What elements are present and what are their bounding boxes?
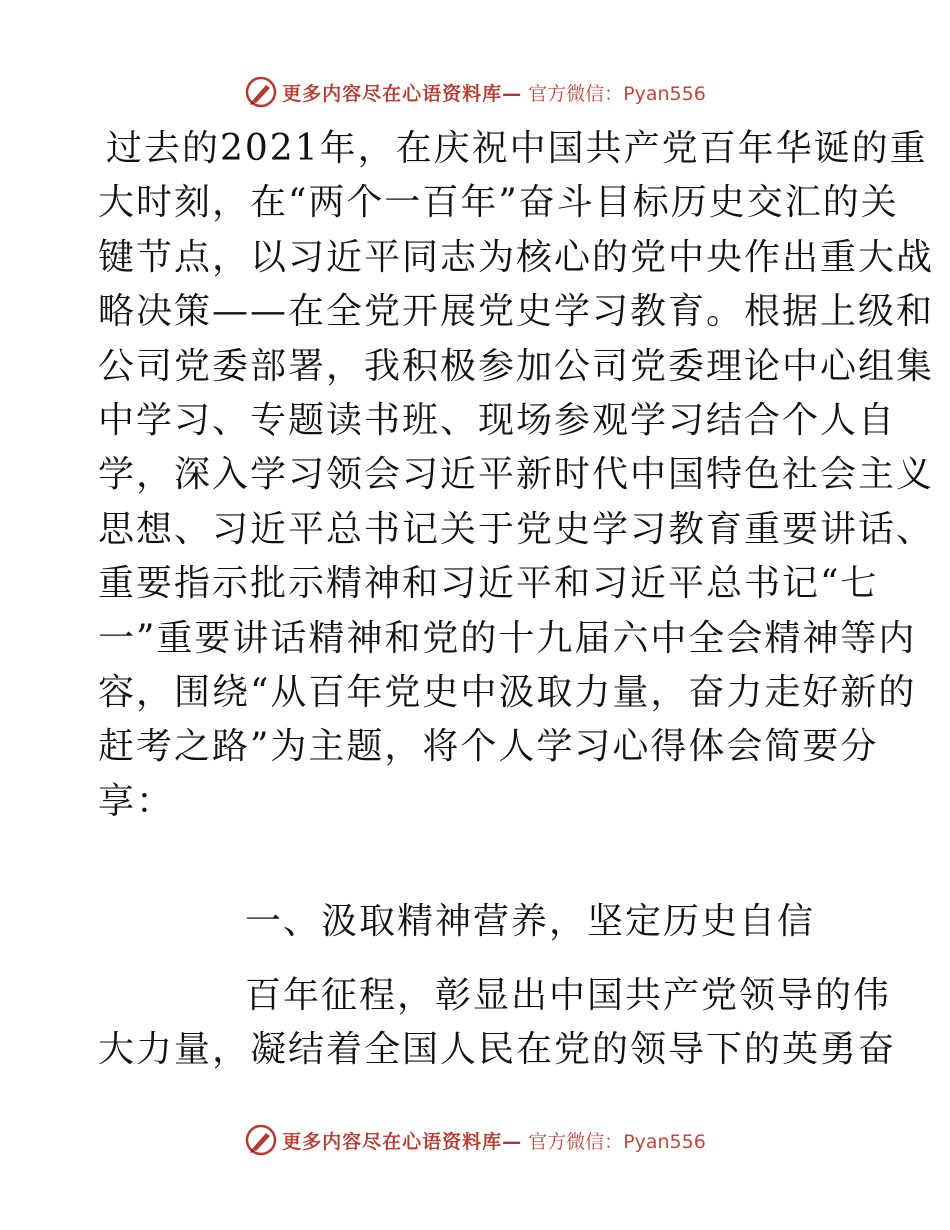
text-line: 略决策——在全党开展党史学习教育。根据上级和 xyxy=(98,291,935,333)
text-line: 赶考之路”为主题，将个人学习心得体会简要分 xyxy=(98,726,879,768)
banner-wechat: 官方微信：Pyan556 xyxy=(528,82,706,105)
text-line: 重要指示批示精神和习近平和习近平总书记“七 xyxy=(98,563,879,605)
paragraph-1 xyxy=(98,122,935,829)
text-line: 思想、习近平总书记关于党史学习教育重要讲话、 xyxy=(98,508,935,550)
banner-title: 更多内容尽在心语资料库— xyxy=(282,82,523,105)
header-banner xyxy=(0,72,950,112)
text-line: 百年征程，彰显出中国共产党领导的伟 xyxy=(245,975,892,1016)
text-line: 大时刻，在“两个一百年”奋斗目标历史交汇的关 xyxy=(98,182,899,224)
pen-logo-icon xyxy=(244,75,278,109)
text-line: 学，深入学习领会习近平新时代中国特色社会主义 xyxy=(98,454,935,496)
section-heading: 一、汲取精神营养，坚定历史自信 xyxy=(245,901,816,942)
footer-banner xyxy=(0,1120,950,1160)
text-line: 一”重要讲话精神和党的十九届六中全会精神等内 xyxy=(98,617,917,659)
text-line: 享： xyxy=(98,780,175,822)
text-line: 大力量，凝结着全国人民在党的领导下的英勇奋 xyxy=(98,1029,897,1071)
banner-title: 更多内容尽在心语资料库— xyxy=(282,1130,523,1153)
text-line: 键节点，以习近平同志为核心的党中央作出重大战 xyxy=(98,236,935,278)
text-line: 容，围绕“从百年党史中汲取力量，奋力走好新的 xyxy=(98,671,917,713)
pen-logo-icon xyxy=(244,1123,278,1157)
paragraph-2 xyxy=(98,969,897,1078)
banner-wechat: 官方微信：Pyan556 xyxy=(528,1130,706,1153)
text-line: 中学习、专题读书班、现场参观学习结合个人自 xyxy=(98,399,897,441)
text-line: 过去的2021年，在庆祝中国共产党百年华诞的重 xyxy=(106,128,928,169)
text-line: 公司党委部署，我积极参加公司党委理论中心组集 xyxy=(98,345,935,387)
